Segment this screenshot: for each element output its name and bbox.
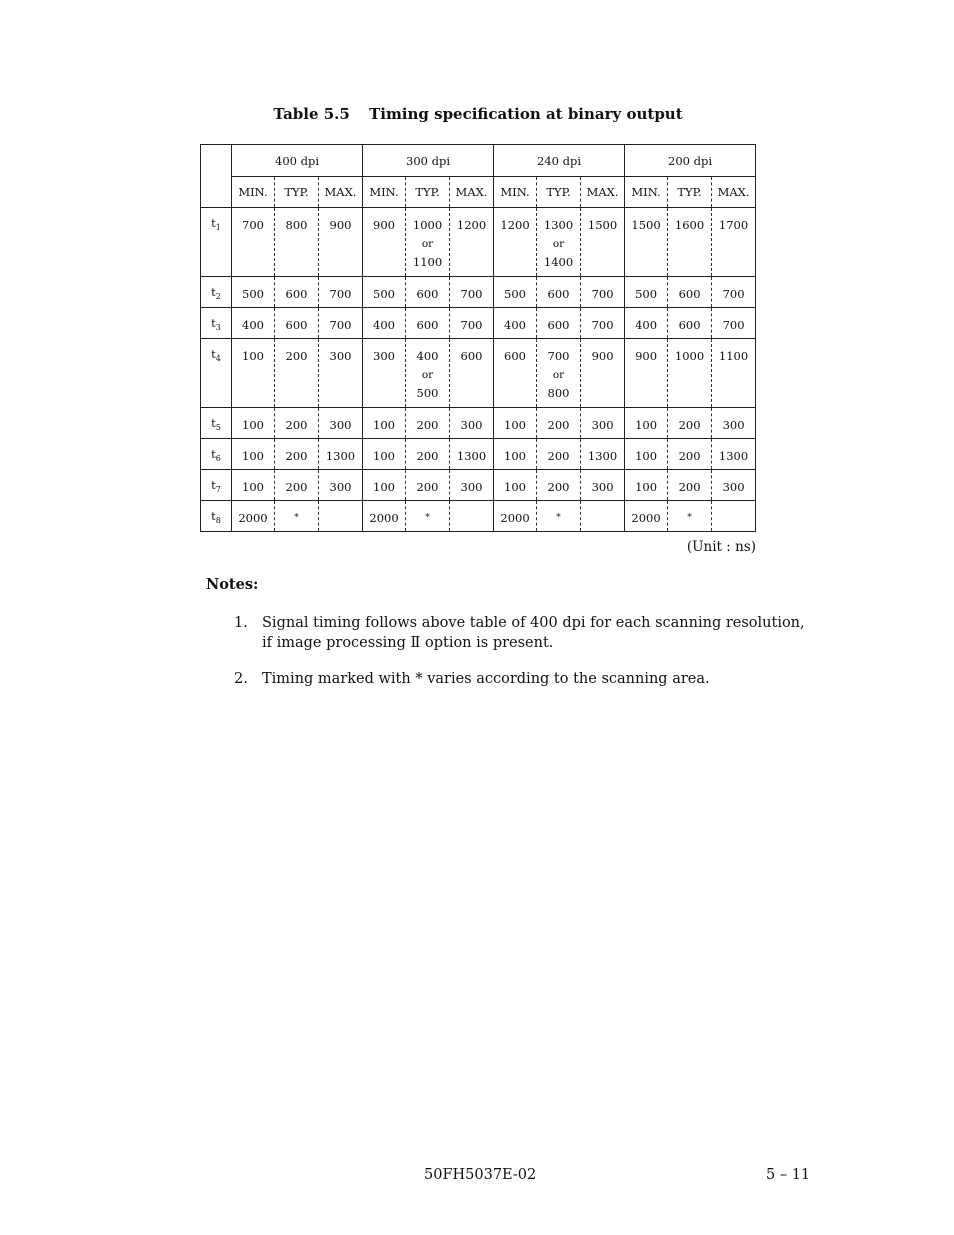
table-cell (494, 339, 537, 408)
note-number: 2. (234, 671, 248, 687)
cell-line: 500 (635, 287, 658, 301)
cell-line: 500 (373, 287, 395, 301)
table-cell (363, 470, 406, 501)
cell-line: 200 (416, 418, 439, 432)
table-cell (275, 208, 319, 277)
column-header: TYP. (406, 177, 450, 208)
cell-line: 300 (722, 480, 745, 494)
cell-line: 1200 (500, 218, 530, 232)
table-cell (625, 470, 668, 501)
cell-line: 400 (373, 318, 395, 332)
cell-line: 100 (635, 449, 658, 463)
table-cell (363, 308, 406, 339)
table-number: Table 5.5 (273, 105, 350, 123)
table-cell (668, 501, 712, 532)
row-label-subscript: 8 (215, 516, 221, 525)
cell-line: 1700 (718, 218, 749, 232)
cell-line: 700 (547, 349, 570, 363)
cell-line: 300 (460, 480, 483, 494)
cell-line: 100 (635, 418, 658, 432)
cell-line: 600 (547, 287, 570, 301)
table-row (201, 339, 756, 408)
table-cell (450, 308, 494, 339)
table-cell (406, 208, 450, 277)
cell-line: 300 (591, 418, 614, 432)
cell-line: 1500 (631, 218, 661, 232)
table-cell (537, 308, 581, 339)
table-cell (712, 308, 756, 339)
row-label (201, 339, 232, 408)
table-cell (406, 277, 450, 308)
table-cell (625, 408, 668, 439)
table-cell (275, 408, 319, 439)
cell-line: 700 (722, 287, 745, 301)
note-text: Signal timing follows above table of 400 dpi for each scanning resolution, if image processing Ⅱ option is present. (262, 615, 805, 651)
cell-line: 500 (242, 287, 264, 301)
row-label-text: t (211, 416, 216, 430)
cell-line: * (687, 513, 692, 523)
table-cell (232, 339, 275, 408)
cell-line: 400 (504, 318, 526, 332)
cell-line: 800 (547, 386, 570, 400)
table-cell (450, 277, 494, 308)
table-cell (712, 339, 756, 408)
row-label (201, 208, 232, 277)
cell-line: 2000 (238, 511, 268, 525)
cell-line: * (294, 513, 299, 523)
column-header: MAX. (581, 177, 625, 208)
cell-line: 600 (416, 287, 439, 301)
group-header: 240 dpi (494, 145, 625, 177)
table-cell (232, 439, 275, 470)
cell-line: 100 (242, 418, 264, 432)
table-cell (406, 308, 450, 339)
corner-cell (201, 145, 232, 208)
table-cell (406, 501, 450, 532)
table-cell (581, 339, 625, 408)
table-cell (494, 408, 537, 439)
cell-line: 1400 (543, 255, 574, 269)
unit-label: (Unit : ns) (686, 539, 756, 555)
table-caption (0, 105, 954, 123)
row-label-subscript: 6 (215, 454, 221, 463)
table-cell (581, 308, 625, 339)
table-cell (537, 277, 581, 308)
table-cell (581, 408, 625, 439)
note-text: Timing marked with * varies according to the scanning area. (262, 671, 710, 687)
note-item (234, 613, 814, 653)
table-cell (537, 339, 581, 408)
table-cell (232, 408, 275, 439)
column-header: MAX. (450, 177, 494, 208)
cell-line: or (552, 237, 565, 250)
cell-line: or (421, 368, 434, 381)
row-label-subscript: 3 (215, 323, 221, 332)
row-label (201, 408, 232, 439)
cell-line: 800 (285, 218, 308, 232)
column-header: TYP. (537, 177, 581, 208)
cell-line: 200 (416, 449, 439, 463)
cell-line: 300 (329, 349, 352, 363)
cell-line: 200 (547, 449, 570, 463)
row-label-text: t (211, 316, 216, 330)
row-label-text: t (211, 478, 216, 492)
table-cell (319, 308, 363, 339)
table-cell (275, 339, 319, 408)
cell-line: 100 (242, 480, 264, 494)
cell-line: 300 (329, 418, 352, 432)
cell-line: 900 (635, 349, 658, 363)
cell-line: 200 (285, 449, 308, 463)
column-header: MIN. (363, 177, 406, 208)
table-cell (232, 308, 275, 339)
table-row (201, 439, 756, 470)
cell-line: 600 (678, 318, 701, 332)
cell-line: 1200 (456, 218, 487, 232)
cell-line: or (552, 368, 565, 381)
cell-line: 200 (547, 480, 570, 494)
table-cell (712, 501, 756, 532)
table-cell (363, 501, 406, 532)
cell-line: 2000 (500, 511, 530, 525)
cell-line: 600 (460, 349, 483, 363)
table-cell (537, 439, 581, 470)
cell-line: 2000 (631, 511, 661, 525)
table-row (201, 277, 756, 308)
cell-line: 400 (635, 318, 658, 332)
table-cell (450, 501, 494, 532)
table-cell (406, 439, 450, 470)
table-cell (581, 208, 625, 277)
table-row (201, 308, 756, 339)
table-cell (712, 277, 756, 308)
row-label (201, 439, 232, 470)
cell-line: 1000 (674, 349, 705, 363)
table-cell (668, 439, 712, 470)
cell-line: 1300 (325, 449, 356, 463)
table-cell (406, 470, 450, 501)
document-code: 50FH5037E-02 (424, 1167, 537, 1183)
cell-line: 600 (416, 318, 439, 332)
cell-line: 100 (635, 480, 658, 494)
table-cell (232, 277, 275, 308)
table-cell (319, 501, 363, 532)
cell-line: 700 (460, 318, 483, 332)
cell-line: * (425, 513, 430, 523)
table-cell (450, 439, 494, 470)
cell-line: 600 (285, 287, 308, 301)
row-label-subscript: 4 (215, 354, 221, 363)
table-cell (581, 470, 625, 501)
cell-line: 400 (416, 349, 439, 363)
table-cell (668, 339, 712, 408)
column-header: MIN. (494, 177, 537, 208)
cell-line: 700 (722, 318, 745, 332)
table-cell (537, 470, 581, 501)
table-cell (625, 308, 668, 339)
table-cell (450, 408, 494, 439)
cell-line: 200 (285, 418, 308, 432)
table-cell (712, 208, 756, 277)
table-cell (494, 470, 537, 501)
cell-line: 1100 (718, 349, 749, 363)
row-label (201, 470, 232, 501)
row-label-text: t (211, 509, 216, 523)
table-row (201, 470, 756, 501)
cell-line: 100 (373, 418, 395, 432)
table-cell (319, 277, 363, 308)
cell-line: 200 (678, 418, 701, 432)
cell-line: 900 (591, 349, 614, 363)
group-header: 400 dpi (232, 145, 363, 177)
table-cell (232, 208, 275, 277)
cell-line: 900 (373, 218, 395, 232)
cell-line: * (556, 513, 561, 523)
cell-line: 1000 (412, 218, 443, 232)
cell-line: 1300 (587, 449, 618, 463)
column-header: MIN. (232, 177, 275, 208)
cell-line: 1100 (412, 255, 443, 269)
table-cell (581, 277, 625, 308)
table-cell (494, 277, 537, 308)
table-cell (537, 501, 581, 532)
table-cell (668, 308, 712, 339)
cell-line: 100 (373, 480, 395, 494)
table-cell (275, 501, 319, 532)
cell-line: 200 (678, 480, 701, 494)
cell-line: 100 (504, 480, 526, 494)
cell-line: 100 (373, 449, 395, 463)
notes-title: Notes: (206, 576, 259, 593)
cell-line: 600 (285, 318, 308, 332)
row-label (201, 501, 232, 532)
row-label-subscript: 2 (215, 292, 221, 301)
row-label (201, 308, 232, 339)
table-cell (494, 308, 537, 339)
cell-line: 600 (547, 318, 570, 332)
cell-line: 700 (329, 318, 352, 332)
table-cell (363, 439, 406, 470)
table-cell (581, 439, 625, 470)
column-header: TYP. (275, 177, 319, 208)
table-cell (363, 408, 406, 439)
table-title: Timing specification at binary output (369, 105, 683, 123)
cell-line: 2000 (369, 511, 399, 525)
table-cell (625, 277, 668, 308)
table-cell (363, 277, 406, 308)
table-cell (625, 501, 668, 532)
table-cell (625, 439, 668, 470)
column-header: TYP. (668, 177, 712, 208)
cell-line: 700 (591, 318, 614, 332)
cell-line: 300 (329, 480, 352, 494)
cell-line: or (421, 237, 434, 250)
cell-line: 200 (547, 418, 570, 432)
cell-line: 300 (460, 418, 483, 432)
table-cell (275, 277, 319, 308)
cell-line: 1300 (456, 449, 487, 463)
table-cell (275, 439, 319, 470)
table-cell (494, 439, 537, 470)
note-item (234, 669, 814, 689)
cell-line: 700 (329, 287, 352, 301)
column-header: MAX. (319, 177, 363, 208)
cell-line: 900 (329, 218, 352, 232)
table-cell (406, 408, 450, 439)
cell-line: 600 (504, 349, 526, 363)
table-cell (450, 470, 494, 501)
table-cell (319, 408, 363, 439)
cell-line: 500 (416, 386, 439, 400)
cell-line: 1600 (674, 218, 705, 232)
cell-line: 200 (678, 449, 701, 463)
table-cell (668, 408, 712, 439)
cell-line: 100 (242, 449, 264, 463)
table-cell (712, 439, 756, 470)
table-cell (494, 501, 537, 532)
cell-line: 1500 (587, 218, 618, 232)
table-cell (275, 470, 319, 501)
row-label (201, 277, 232, 308)
column-header: MAX. (712, 177, 756, 208)
table-cell (668, 277, 712, 308)
table-row (201, 408, 756, 439)
table-cell (406, 339, 450, 408)
cell-line: 700 (242, 218, 264, 232)
table-cell (712, 408, 756, 439)
row-label-subscript: 5 (215, 423, 221, 432)
row-label-subscript: 7 (215, 485, 221, 494)
cell-line: 300 (722, 418, 745, 432)
row-label-text: t (211, 447, 216, 461)
cell-line: 700 (591, 287, 614, 301)
cell-line: 200 (285, 480, 308, 494)
cell-line: 100 (504, 449, 526, 463)
table-cell (319, 339, 363, 408)
table-cell (319, 470, 363, 501)
table-cell (537, 208, 581, 277)
cell-line: 1300 (543, 218, 574, 232)
table-cell (319, 208, 363, 277)
row-label-text: t (211, 216, 216, 230)
cell-line: 200 (285, 349, 308, 363)
cell-line: 100 (504, 418, 526, 432)
cell-line: 300 (591, 480, 614, 494)
cell-line: 1300 (718, 449, 749, 463)
table-cell (232, 470, 275, 501)
timing-table (200, 144, 756, 532)
table-row (201, 501, 756, 532)
table-cell (363, 208, 406, 277)
cell-line: 300 (373, 349, 395, 363)
cell-line: 400 (242, 318, 264, 332)
table-cell (319, 439, 363, 470)
cell-line: 500 (504, 287, 526, 301)
column-header: MIN. (625, 177, 668, 208)
table-cell (450, 339, 494, 408)
table-cell (450, 208, 494, 277)
page-number: 5 – 11 (766, 1167, 811, 1183)
row-label-text: t (211, 347, 216, 361)
table-cell (668, 208, 712, 277)
cell-line: 200 (416, 480, 439, 494)
cell-line: 600 (678, 287, 701, 301)
table-cell (625, 339, 668, 408)
table-cell (537, 408, 581, 439)
table-cell (668, 470, 712, 501)
row-label-subscript: 1 (215, 223, 221, 232)
cell-line: 700 (460, 287, 483, 301)
table-cell (232, 501, 275, 532)
table-cell (275, 308, 319, 339)
table-row (201, 208, 756, 277)
table-cell (712, 470, 756, 501)
table-cell (494, 208, 537, 277)
group-header: 300 dpi (363, 145, 494, 177)
table-cell (363, 339, 406, 408)
group-header: 200 dpi (625, 145, 756, 177)
table-cell (581, 501, 625, 532)
table-cell (625, 208, 668, 277)
cell-line: 100 (242, 349, 264, 363)
row-label-text: t (211, 285, 216, 299)
note-number: 1. (234, 615, 248, 631)
